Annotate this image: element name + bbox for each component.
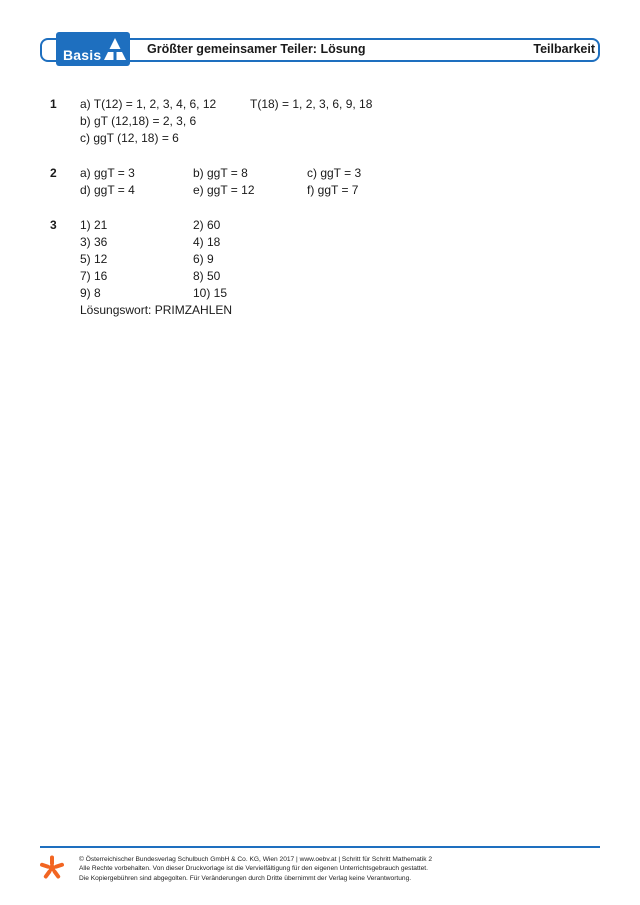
page-title: Größter gemeinsamer Teiler: Lösung <box>147 42 366 56</box>
task-3-item-8: 8) 50 <box>193 269 221 283</box>
page-topic: Teilbarkeit <box>533 42 595 56</box>
task-3-item-7: 7) 16 <box>80 269 108 283</box>
publisher-logo-icon <box>38 854 66 882</box>
task-2d: d) ggT = 4 <box>80 183 135 197</box>
task-number-3: 3 <box>50 218 57 232</box>
task-1a: a) T(12) = 1, 2, 3, 4, 6, 12 <box>80 97 217 111</box>
footer-copyright: © Österreichischer Bundesverlag Schulbuch GmbH & Co. KG, Wien 2017 | www.oebv.at | Schritt für Schritt Mathematik 2 <box>79 856 433 863</box>
footer-divider <box>40 846 600 848</box>
footer-legal <box>79 855 432 883</box>
task-2a: a) ggT = 3 <box>80 166 135 180</box>
task-3-item-5: 5) 12 <box>80 252 108 266</box>
footer-rights: Alle Rechte vorbehalten. Von dieser Druckvorlage ist die Vervielfältigung für den eigenen Unterrichtsgebrauch gestattet. <box>79 865 428 873</box>
task-2b: b) ggT = 8 <box>193 166 248 180</box>
task-2f: f) ggT = 7 <box>307 183 359 197</box>
task-number-1: 1 <box>50 97 57 111</box>
task-number-2: 2 <box>50 166 57 180</box>
task-3-item-6: 6) 9 <box>193 252 214 266</box>
task-2e: e) ggT = 12 <box>193 183 255 197</box>
task-3-item-9: 9) 8 <box>80 286 101 300</box>
task-3-item-4: 4) 18 <box>193 235 221 249</box>
task-1b: b) gT (12,18) = 2, 3, 6 <box>80 114 197 128</box>
footer-fees: Die Kopiergebühren sind abgegolten. Für Veränderungen durch Dritte übernimmt der Verlag keine Verantwortung. <box>79 874 412 882</box>
task-3-item-2: 2) 60 <box>193 218 221 232</box>
badge-label: Basis <box>63 47 102 63</box>
task-3-item-3: 3) 36 <box>80 235 108 249</box>
task-3-item-10: 10) 15 <box>193 286 228 300</box>
task-3-item-1: 1) 21 <box>80 218 108 232</box>
task-1c: c) ggT (12, 18) = 6 <box>80 131 179 145</box>
task-2c: c) ggT = 3 <box>307 166 362 180</box>
task-1a-second: T(18) = 1, 2, 3, 6, 9, 18 <box>250 97 373 111</box>
solution-word: Lösungswort: PRIMZAHLEN <box>80 303 233 317</box>
